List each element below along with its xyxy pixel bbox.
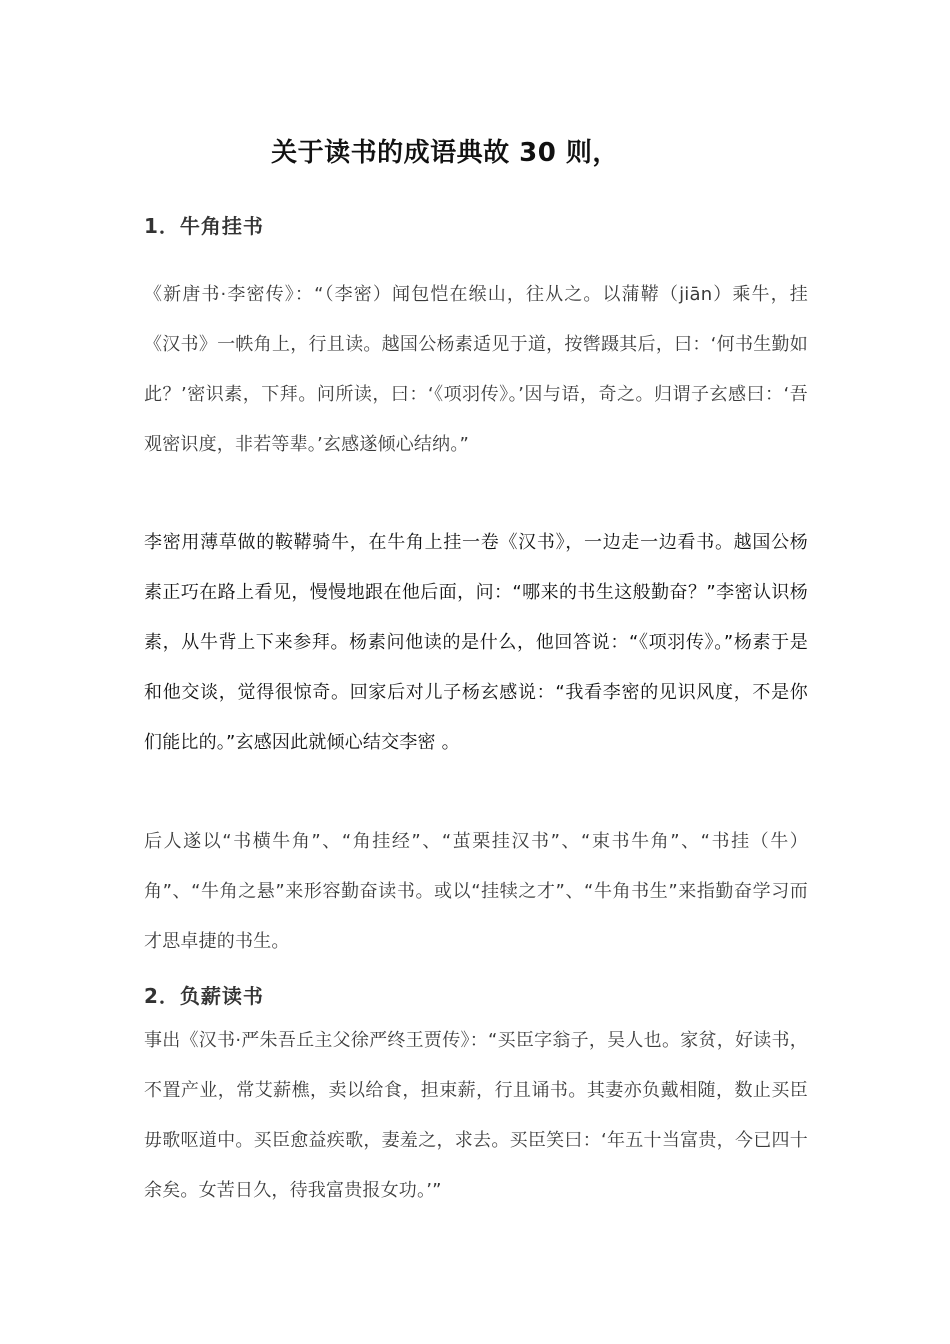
section-heading-2: 2．负薪读书 <box>144 984 264 1008</box>
section-heading-1: 1．牛角挂书 <box>144 214 264 238</box>
section-2-paragraph-1: 事出《汉书·严朱吾丘主父徐严终王贾传》：“买臣字翁子，吴人也。家贫，好读书，不置产业，常艾薪樵，卖以给食，担束薪，行且诵书。其妻亦负戴相随，数止买臣毋歌呕道中。买臣愈益疾歌，妻羞之，求去。买臣笑曰：‘年五十当富贵，今已四十余矣。女苦日久，待我富贵报女功。’” <box>144 1030 808 1201</box>
document-title: 关于读书的成语典故 30 则， <box>271 138 619 168</box>
section-1-paragraph-1: 《新唐书·李密传》：“（李密）闻包恺在缑山，往从之。以蒲鞯（jiān）乘牛，挂《汉书》一帙角上，行且读。越国公杨素适见于道，按辔蹑其后，曰：‘何书生勤如此？’密识素，下拜。问所读，曰：‘《项羽传》。’因与语，奇之。归谓子玄感曰：‘吾观密识度，非若等辈。’玄感遂倾心结纳。” <box>144 284 808 455</box>
section-1-paragraph-3: 后人遂以“书横牛角”、“角挂经”、“茧栗挂汉书”、“束书牛角”、“书挂（牛）角”、“牛角之悬”来形容勤奋读书。或以“挂犊之才”、“牛角书生”来指勤奋学习而才思卓捷的书生。 <box>144 831 808 952</box>
section-1-paragraph-2: 李密用薄草做的鞍鞯骑牛，在牛角上挂一卷《汉书》，一边走一边看书。越国公杨素正巧在路上看见，慢慢地跟在他后面，问：“哪来的书生这般勤奋？”李密认识杨素，从牛背上下来参拜。杨素问他读的是什么，他回答说：“《项羽传》。”杨素于是和他交谈，觉得很惊奇。回家后对儿子杨玄感说：“我看李密的见识风度，不是你们能比的。”玄感因此就倾心结交李密 。 <box>144 532 808 753</box>
